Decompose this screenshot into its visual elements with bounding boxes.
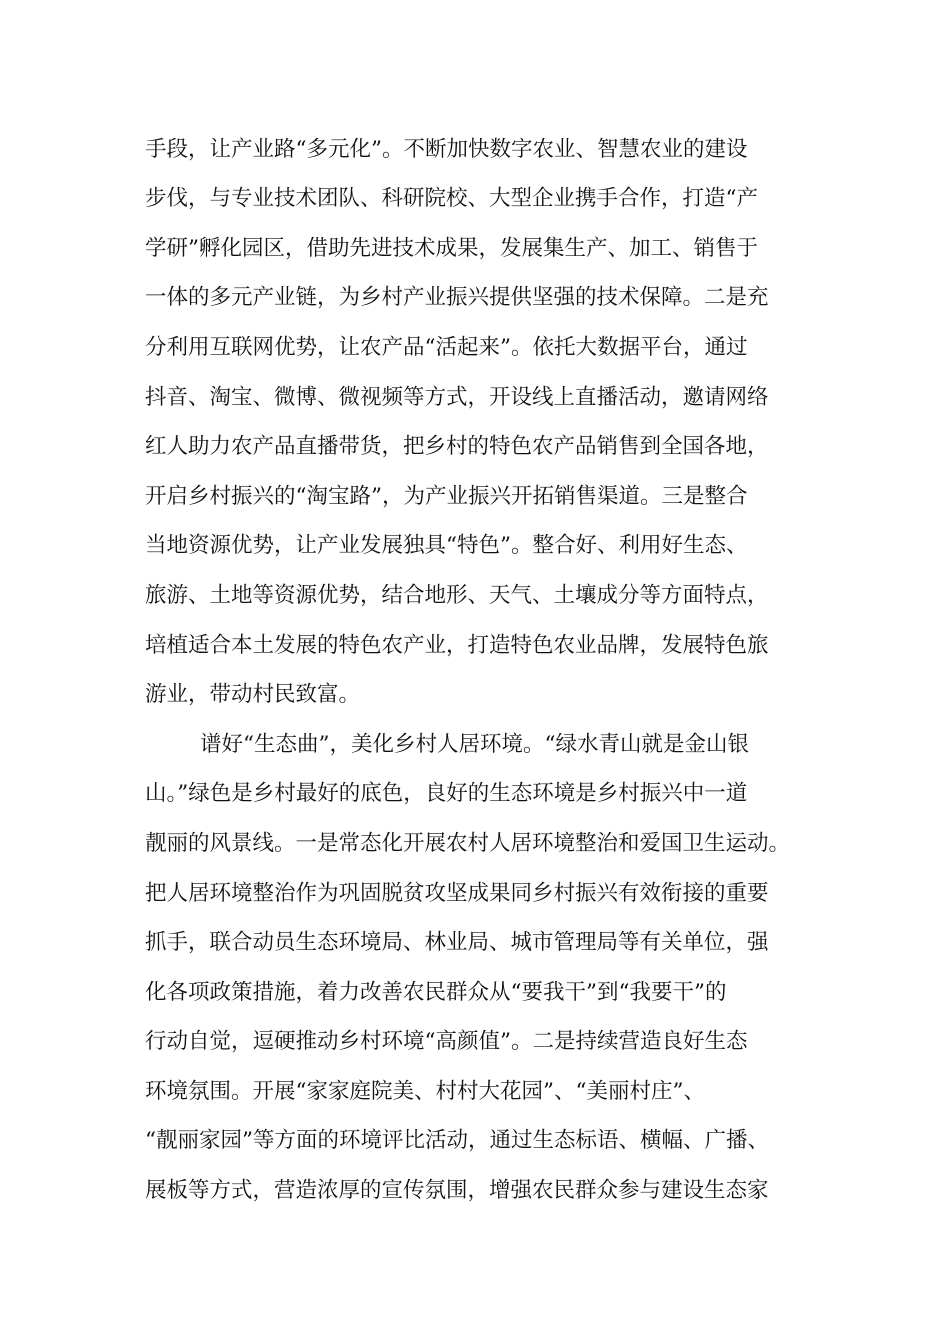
text-line-17: 抓手，联合动员生态环境局、林业局、城市管理局等有关单位，强 bbox=[145, 930, 769, 955]
text-line-18: 化各项政策措施，着力改善农民群众从“要我干”到“我要干”的 bbox=[145, 980, 727, 1005]
text-line-14: 山。”绿色是乡村最好的底色，良好的生态环境是乡村振兴中一道 bbox=[145, 781, 748, 806]
text-line-22: 展板等方式，营造浓厚的宣传氛围，增强农民群众参与建设生态家 bbox=[145, 1178, 769, 1203]
text-line-16: 把人居环境整治作为巩固脱贫攻坚成果同乡村振兴有效衔接的重要 bbox=[145, 881, 769, 906]
text-line-7: 红人助力农产品直播带货，把乡村的特色农产品销售到全国各地， bbox=[145, 434, 769, 459]
text-line-20: 环境氛围。开展“家家庭院美、村村大花园”、“美丽村庄”、 bbox=[145, 1079, 705, 1104]
text-line-8: 开启乡村振兴的“淘宝路”，为产业振兴开拓销售渠道。三是整合 bbox=[145, 484, 748, 509]
text-line-9: 当地资源优势，让产业发展独具“特色”。整合好、利用好生态、 bbox=[145, 533, 748, 558]
text-line-3: 学研”孵化园区，借助先进技术成果，发展集生产、加工、销售于 bbox=[145, 236, 758, 261]
paragraph-start-line: 谱好“生态曲”，美化乡村人居环境。“绿水青山就是金山银 bbox=[200, 732, 749, 757]
text-line-2: 步伐，与专业技术团队、科研院校、大型企业携手合作，打造“产 bbox=[145, 186, 758, 211]
text-line-11: 培植适合本土发展的特色农产业，打造特色农业品牌，发展特色旅 bbox=[145, 633, 769, 658]
text-line-1: 手段，让产业路“多元化”。不断加快数字农业、智慧农业的建设 bbox=[145, 137, 748, 162]
text-line-19: 行动自觉，逗硬推动乡村环境“高颜值”。二是持续营造良好生态 bbox=[145, 1029, 748, 1054]
text-line-21: “靓丽家园”等方面的环境评比活动，通过生态标语、横幅、广播、 bbox=[145, 1128, 769, 1153]
text-line-4: 一体的多元产业链，为乡村产业振兴提供坚强的技术保障。二是充 bbox=[145, 285, 769, 310]
text-line-5: 分利用互联网优势，让农产品“活起来”。依托大数据平台，通过 bbox=[145, 335, 748, 360]
text-line-15: 靓丽的风景线。一是常态化开展农村人居环境整治和爱国卫生运动。 bbox=[145, 831, 791, 856]
text-line-6: 抖音、淘宝、微博、微视频等方式，开设线上直播活动，邀请网络 bbox=[145, 385, 769, 410]
text-line-10: 旅游、土地等资源优势，结合地形、天气、土壤成分等方面特点， bbox=[145, 583, 769, 608]
text-line-12: 游业，带动村民致富。 bbox=[145, 682, 361, 707]
